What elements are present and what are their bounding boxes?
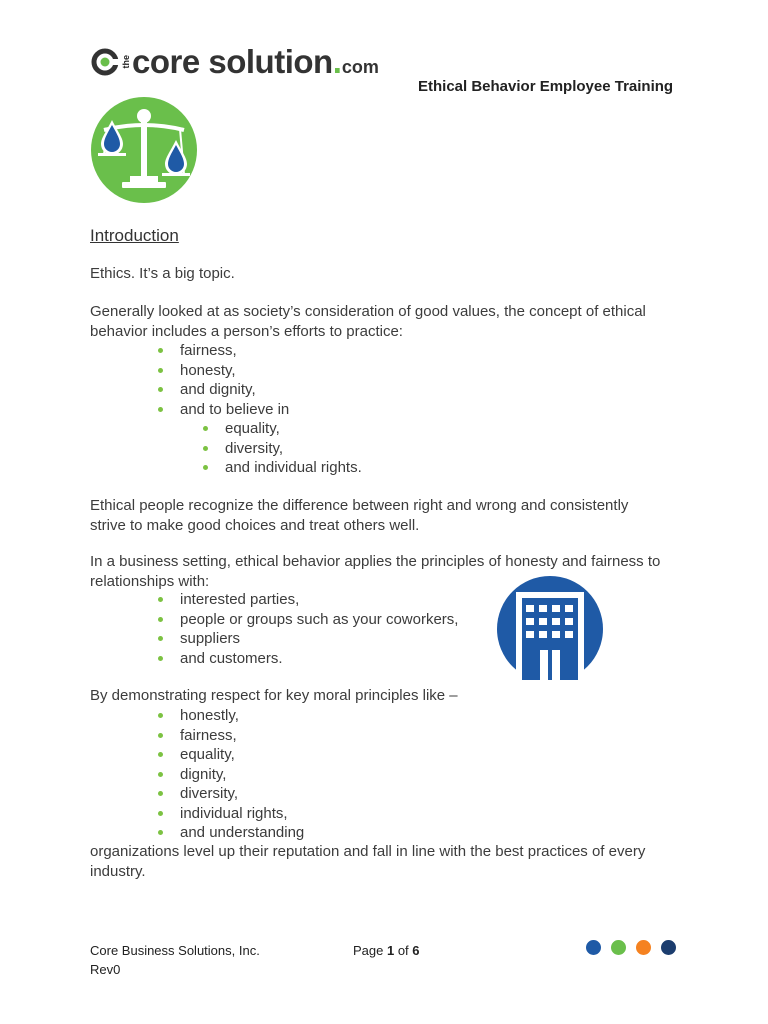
footer-revision: Rev0: [90, 962, 121, 977]
list-item: individual rights,: [158, 804, 304, 824]
logo-com-text: com: [341, 56, 379, 77]
paragraph-demonstrating: By demonstrating respect for key moral principles like –: [90, 687, 458, 704]
list-item: people or groups such as your coworkers,: [158, 610, 458, 630]
page-total: 6: [412, 943, 420, 958]
paragraph-conclusion: [90, 842, 690, 881]
list-item: diversity,: [158, 784, 304, 804]
paragraph-line: strive to make good choices and treat others well.: [90, 516, 420, 534]
navy-dot-icon: [661, 940, 676, 955]
list-item: suppliers: [158, 629, 458, 649]
blue-dot-icon: [586, 940, 601, 955]
list-item: honesty,: [158, 361, 289, 381]
list-item: equality,: [203, 419, 362, 439]
paragraph-ethical-people: [90, 496, 690, 535]
list-item: and dignity,: [158, 380, 289, 400]
paragraph-definition: [90, 302, 690, 341]
paragraph-line: organizations level up their reputation and fall in line with the best practices of every: [90, 843, 646, 860]
list-item: equality,: [158, 745, 304, 765]
list-item: and individual rights.: [203, 458, 362, 478]
page-number: [353, 943, 420, 958]
document-title: Ethical Behavior Employee Training: [418, 78, 674, 95]
green-dot-icon: [611, 940, 626, 955]
list-item: fairness,: [158, 341, 289, 361]
brand-dots: [586, 940, 676, 955]
footer-company-name: Core Business Solutions, Inc.: [90, 943, 260, 958]
list-item: interested parties,: [158, 590, 458, 610]
list-item: diversity,: [203, 439, 362, 459]
values-list: [158, 341, 289, 419]
paragraph-line: Ethical people recognize the difference between right and wrong and consistently: [90, 497, 629, 514]
principles-list: [158, 706, 304, 843]
page-of: of: [394, 943, 413, 958]
logo-ring-icon: [90, 47, 120, 77]
paragraph-line: Generally looked at as society’s consideration of good values, the concept of ethical: [90, 303, 646, 320]
list-item: fairness,: [158, 726, 304, 746]
paragraph-line: behavior includes a person’s efforts to practice:: [90, 322, 403, 340]
paragraph-line: industry.: [90, 862, 146, 880]
page-prefix: Page: [353, 943, 387, 958]
list-item: dignity,: [158, 765, 304, 785]
list-item: and understanding: [158, 823, 304, 843]
section-heading: Introduction: [90, 226, 179, 245]
paragraph-intro: Ethics. It’s a big topic.: [90, 265, 235, 282]
paragraph-line: In a business setting, ethical behavior applies the principles of honesty and fairness to: [90, 553, 661, 570]
office-building-icon: [496, 574, 604, 691]
list-item: and customers.: [158, 649, 458, 669]
balance-scale-icon: [90, 96, 198, 209]
list-item: and to believe in: [158, 400, 289, 420]
orange-dot-icon: [636, 940, 651, 955]
beliefs-sublist: [203, 419, 362, 478]
logo-dot: .: [332, 43, 342, 80]
company-logo: [90, 44, 379, 80]
list-item: honestly,: [158, 706, 304, 726]
logo-wordmark: core solution: [132, 43, 333, 80]
relationships-list: [158, 590, 458, 668]
logo-the-text: the: [121, 55, 131, 69]
page-current: 1: [386, 943, 395, 958]
paragraph-line: relationships with:: [90, 572, 210, 590]
